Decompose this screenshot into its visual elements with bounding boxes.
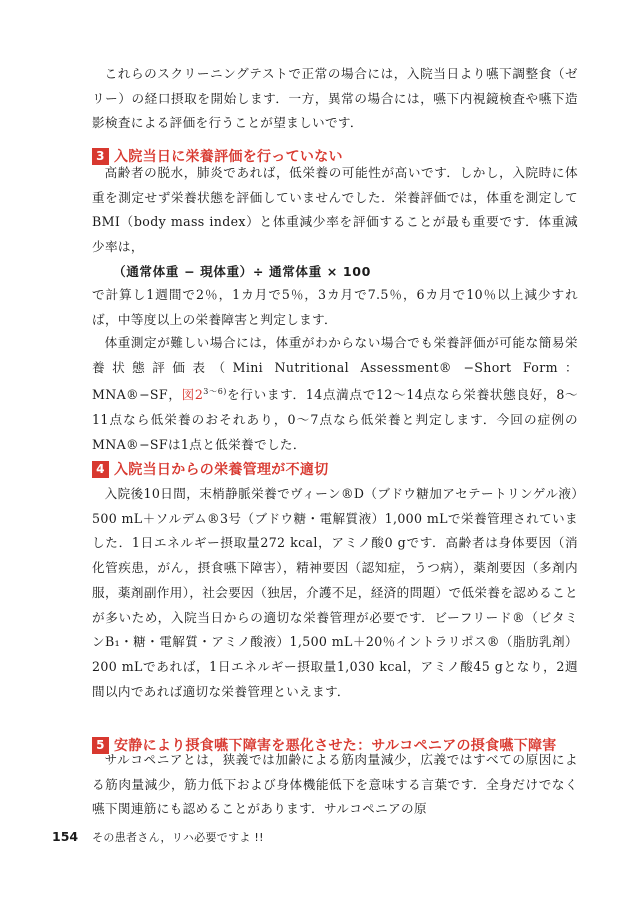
section-3-paragraph-2: で計算し1週間で2％，1カ月で5％，3カ月で7.5％，6カ月で10％以上減少すれば，中等度以上の栄養障害と判定します． [92, 287, 578, 327]
section-3-number: 3 [92, 148, 109, 165]
section-5-title: 安静により摂食嚥下障害を悪化させた：サルコペニアの摂食嚥下障害 [114, 738, 557, 754]
section-5-number: 5 [92, 737, 109, 754]
section-5-paragraph-1: サルコペニアとは，狭義では加齢による筋肉量減少，広義ではすべての原因による筋肉量減少，筋力低下および身体機能低下を意味する言葉です．全身だけでなく嚥下関連筋にも認めることがあります．サルコペニアの原 [92, 752, 578, 817]
page-number: 154 [52, 829, 79, 844]
section-4-number: 4 [92, 461, 109, 478]
intro-paragraph: これらのスクリーニングテストで正常の場合には，入院当日より嚥下調整食（ゼリー）の経口摂取を開始します．一方，異常の場合には，嚥下内視鏡検査や嚥下造影検査による評価を行うことが望ましいです． [92, 66, 578, 131]
page-footer [52, 829, 264, 845]
section-3-paragraph-3 [92, 331, 578, 458]
weight-loss-formula: （通常体重 − 現体重）÷ 通常体重 × 100 [113, 264, 371, 279]
section-4-heading [92, 459, 329, 479]
section-4-title: 入院当日からの栄養管理が不適切 [114, 462, 329, 478]
section-3-title: 入院当日に栄養評価を行っていない [114, 149, 343, 165]
section-4-paragraph-1: 入院後10日間，末梢静脈栄養でヴィーン®D（ブドウ糖加アセテートリンゲル液）500 mL＋ソルデム®3号（ブドウ糖・電解質液）1,000 mLで栄養管理されていました．1日エネルギー摂取量272 kcal，アミノ酸0 gです．高齢者は身体要因（消化管疾患，がん，摂食嚥下障害），精神要因（認知症，うつ病），薬剤要因（多剤内服，薬剤副作用），社会要因（独居，介護不足，経済的問題）で低栄養を認めることが多いため，入院当日からの適切な栄養管理が必要です．ビーフリード®（ビタミンB₁・糖・電解質・アミノ酸液）1,500 mL＋20％イントラリポス®（脂肪乳剤）200 mLであれば，1日エネルギー摂取量1,030 kcal，アミノ酸45 gとなり，2週間以内であれば適切な栄養管理といえます． [92, 486, 578, 699]
book-title: その患者さん，リハ必要ですよ !! [92, 831, 264, 844]
section-3-paragraph-3-text-a: 体重測定が難しい場合には，体重がわからない場合でも栄養評価が可能な簡易栄養状態評価表（Mini Nutritional Assessment® −Short Form：MNA®−SF， [92, 335, 578, 403]
figure-2-reference[interactable]: 図2 [181, 387, 204, 403]
section-3-paragraph-1: 高齢者の脱水，肺炎であれば，低栄養の可能性が高いです．しかし，入院時に体重を測定せず栄養状態を評価していませんでした．栄養評価では，体重を測定してBMI（body mass index）と体重減少率を評価することが最も重要です．体重減少率は， [92, 165, 578, 255]
citation-reference: 3〜6) [203, 387, 227, 397]
section-3-paragraph-3-text-b: を行います．14点満点で12〜14点なら栄養状態良好，8〜11点なら低栄養のおそれあり，0〜7点なら低栄養と判定します．今回の症例のMNA®−SFは1点と低栄養でした． [92, 387, 578, 452]
